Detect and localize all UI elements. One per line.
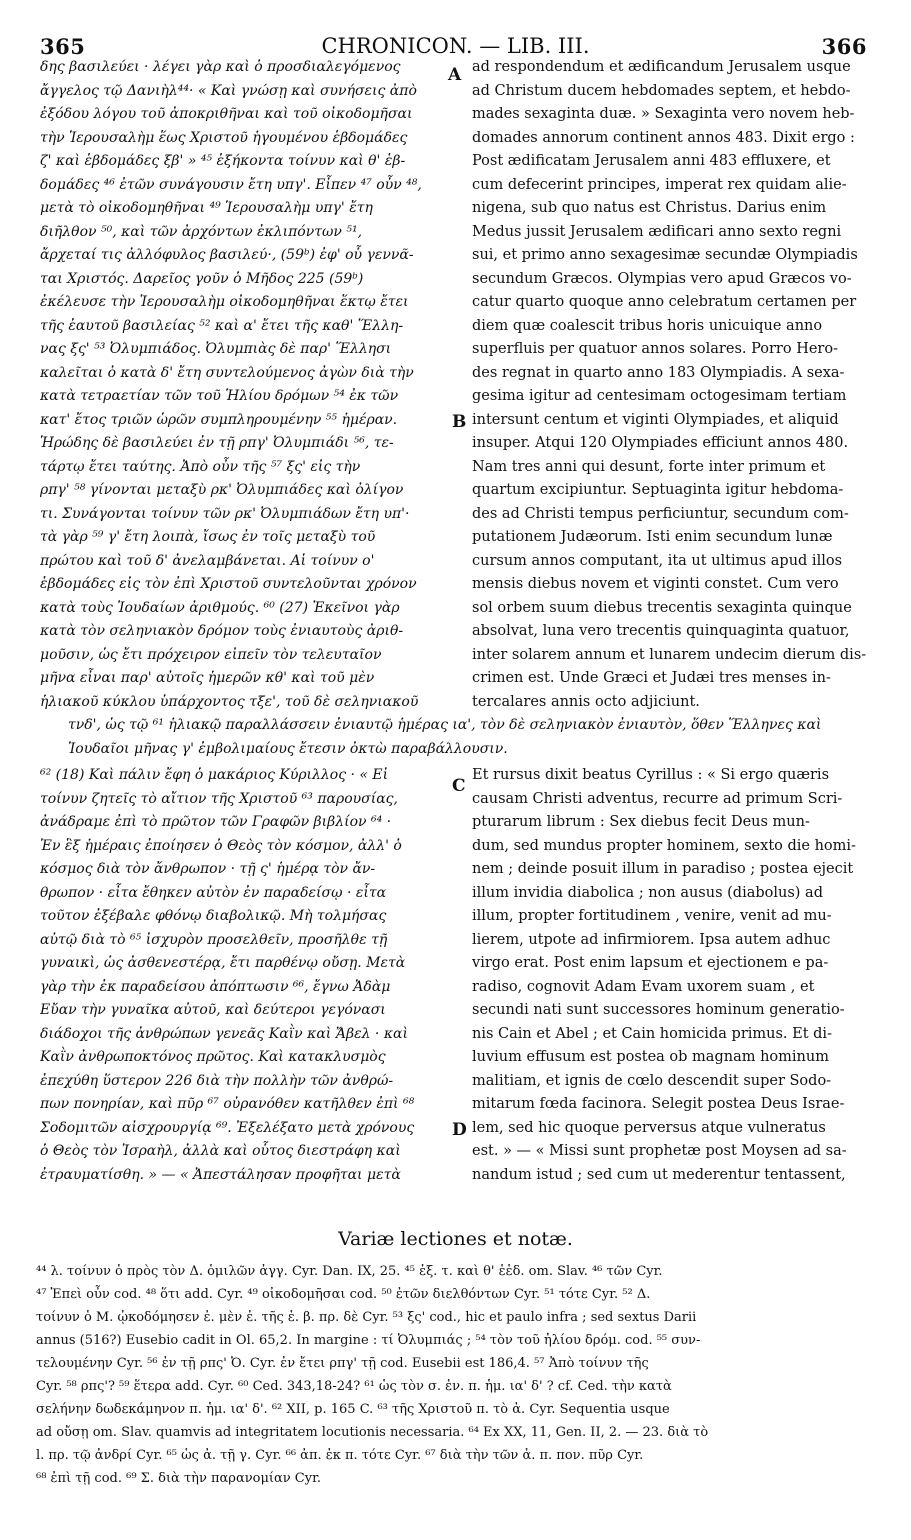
latin-text-line: nis Cain et Abel ; et Cain homicida primus. Et di- [472, 1025, 832, 1042]
greek-text-line: Εὔαν τὴν γυναῖκα αὐτοῦ, καὶ δεύτεροι γεγόνασι [40, 1002, 386, 1018]
greek-text-line: κατὰ τοὺς Ἰουδαίων ἀριθμούς. ⁶⁰ (27) Ἐκεῖνοι γὰρ [40, 599, 400, 616]
margin-marker-a: A [448, 65, 462, 85]
greek-text-line: ἐξόδου λόγου τοῦ ἀποκριθῆναι καὶ τοῦ οἰκοδομῆσαι [40, 106, 413, 122]
latin-text-line: catur quarto quoque anno celebratum certamen per [472, 294, 857, 310]
note-line: ⁴⁷ Ἐπεὶ οὖν cod. ⁴⁸ ὅτι add. Cyr. ⁴⁹ οἰκοδομῆσαι cod. ⁵⁰ ἐτῶν διελθόντων Cyr. ⁵¹ τότε Cyr. ⁵² Δ. [36, 1287, 651, 1302]
latin-text-line: crimen est. Unde Græci et Judæi tres menses in- [472, 670, 831, 686]
latin-text-line: des ad Christi tempus perficiuntur, secundum com- [472, 505, 849, 522]
greek-text-line: ἀνάδραμε ἐπὶ τὸ πρῶτον τῶν Γραφῶν βιβλίον ⁶⁴ · [40, 814, 392, 830]
latin-text-line: luvium effusum est postea ob magnam hominum [472, 1049, 829, 1065]
greek-text-line: ἄρχεταί τις ἀλλόφυλος βασιλεύ·, (59ᵇ) ἐφ' οὗ γεννᾶ- [40, 247, 414, 263]
greek-text-line: ⁶² (18) Καὶ πάλιν ἔφη ὁ μακάριος Κύριλλος · « Εἰ [40, 767, 389, 783]
greek-text-line: ὁ Θεὸς τὸν Ἰσραὴλ, ἀλλὰ καὶ οὗτος διεστράφη καὶ [40, 1143, 401, 1159]
greek-text-line: τάρτῳ ἔτει ταύτης. Ἀπὸ οὖν τῆς ⁵⁷ ξς' εἰς τὴν [40, 458, 361, 475]
latin-text-line: gesima igitur ad centesimam octogesimam tertiam [472, 388, 847, 404]
greek-text-line: κατὰ τετραετίαν τῶν τοῦ Ἡλίου δρόμων ⁵⁴ ἐκ τῶν [40, 388, 399, 404]
latin-text-line: cum defecerint principes, imperat rex quidam alie- [472, 176, 847, 193]
latin-text-line: nandum istud ; sed cum ut mederentur tentassent, [472, 1166, 846, 1183]
latin-text-line: Post ædificatam Jerusalem anni 483 effluxere, et [472, 153, 831, 169]
greek-text-line: μετὰ τὸ οἰκοδομηθῆναι ⁴⁹ Ἱερουσαλὴμ υπγ' ἔτη [40, 200, 373, 216]
greek-text-line: ἐπεχύθη ὕστερον 226 διὰ τὴν πολλὴν τῶν ἀνθρώ- [40, 1072, 394, 1089]
greek-text-line: διάδοχοι τῆς ἀνθρώπων γενεᾶς Καῒν καὶ Ἄβελ · καὶ [40, 1025, 408, 1042]
greek-text-line: διῆλθον ⁵⁰, καὶ τῶν ἀρχόντων ἐκλιπόντων ⁵¹, [40, 223, 363, 240]
notes-heading: Variæ lectiones et notæ. [338, 1228, 573, 1250]
latin-text-line: quartum excipiuntur. Septuaginta igitur hebdoma- [472, 482, 844, 498]
greek-text-line: ρπγ' ⁵⁸ γίνονται μεταξὺ ρκ' Ὀλυμπιάδες καὶ ὀλίγον [40, 482, 404, 498]
latin-text-line: intersunt centum et viginti Olympiades, et aliquid [472, 411, 839, 428]
greek-text-line: ται Χριστός. Δαρεῖος γοῦν ὁ Μῆδος 225 (59ᵇ) [40, 270, 364, 287]
latin-text-line: des regnat in quarto anno 183 Olympiadis. A sexa- [472, 364, 845, 381]
greek-full-width-lines [68, 714, 878, 761]
latin-text-line: est. » — « Missi sunt prophetæ post Moysen ad sa- [472, 1143, 847, 1159]
margin-marker-d: D [452, 1120, 467, 1140]
latin-column-top [472, 56, 884, 714]
greek-text-line: ἑβδομάδες εἰς τὸν ἐπὶ Χριστοῦ συντελοῦνται χρόνον [40, 576, 417, 592]
latin-text-line: causam Christi adventus, recurre ad primum Scri- [472, 790, 843, 807]
note-line: σελήνην δωδεκάμηνον π. ἡμ. ια' δ'. ⁶² XII, p. 165 C. ⁶³ τῆς Χριστοῦ π. τὸ ἀ. Cyr. Sequentia usque [36, 1402, 670, 1417]
latin-text-line: superfluis per quatuor annos solares. Porro Hero- [472, 341, 838, 357]
greek-text-line: γυναικὶ, ὡς ἀσθενεστέρᾳ, ἔτι παρθένῳ οὔσῃ. Μετὰ [40, 955, 406, 971]
latin-text-line: mades sexaginta duæ. » Sexaginta vero novem heb- [472, 106, 855, 122]
latin-text-line: insuper. Atqui 120 Olympiades efficiunt annos 480. [472, 435, 849, 451]
latin-text-line: sol orbem suum diebus trecentis sexaginta quinque [472, 599, 852, 616]
latin-text-line: secundum Græcos. Olympias vero apud Græcos vo- [472, 270, 852, 287]
latin-text-line: lierem, utpote ad infirmiorem. Ipsa autem adhuc [472, 931, 831, 948]
greek-text-line: ἐκέλευσε τὴν Ἱερουσαλὴμ οἰκοδομηθῆναι ἕκτῳ ἔτει [40, 294, 409, 310]
latin-text-line: sui, et primo anno sexagesimæ secundæ Olympiadis [472, 247, 858, 263]
greek-text-line: τνδ', ὡς τῷ ⁶¹ ἡλιακῷ παραλλάσσειν ἐνιαυτῷ ἡμέρας ια', τὸν δὲ σεληνιακὸν ἐνιαυτὸν, ὅθεν Ἕλληνες καὶ [68, 717, 822, 733]
greek-text-line: τι. Συνάγονται τοίνυν τῶν ρκ' Ὀλυμπιάδων ἔτη υπ'· [40, 505, 410, 522]
latin-column-bottom [472, 764, 884, 1187]
note-line: ⁶⁸ ἐπὶ τῇ cod. ⁶⁹ Σ. διὰ τὴν παρανομίαν Cyr. [36, 1471, 322, 1486]
page-number-left: 365 [40, 34, 86, 59]
greek-text-line: ζ' καὶ ἑβδομάδες ξβ' » ⁴⁵ ἑξήκοντα τοίνυν καὶ θ' ἑβ- [40, 153, 406, 169]
latin-text-line: putationem Judæorum. Isti enim secundum lunæ [472, 529, 833, 545]
latin-text-line: ad respondendum et ædificandum Jerusalem usque [472, 59, 851, 75]
greek-text-line: κόσμος διὰ τὸν ἄνθρωπον · τῇ ς' ἡμέρᾳ τὸν ἄν- [40, 861, 376, 877]
greek-text-line: Ἡρώδης δὲ βασιλεύει ἐν τῇ ρπγ' Ὀλυμπιάδι ⁵⁶, τε- [40, 435, 394, 451]
greek-text-line: δομάδες ⁴⁶ ἐτῶν συνάγουσιν ἔτη υπγ'. Εἶπεν ⁴⁷ οὖν ⁴⁸, [40, 176, 422, 193]
latin-text-line: nigena, sub quo natus est Christus. Darius enim [472, 200, 827, 216]
greek-text-line: Καῒν ἀνθρωποκτόνος πρῶτος. Καὶ κατακλυσμὸς [40, 1049, 386, 1065]
latin-text-line: cursum annos computant, ita ut ultimus apud illos [472, 552, 843, 569]
running-title: CHRONICON. — LIB. III. [321, 34, 590, 58]
note-line: ad οὔσῃ om. Slav. quamvis ad integritatem locutionis necessaria. ⁶⁴ Ex XX, 11, Gen. II, 2. — 23. διὰ τὸ [36, 1425, 709, 1440]
greek-text-line: νας ξς' ⁵³ Ὀλυμπιάδος. Ὀλυμπιὰς δὲ παρ' Ἕλλησι [40, 341, 392, 357]
greek-text-line: μοῦσιν, ὡς ἔτι πρόχειρον εἰπεῖν τὸν τελευταῖον [40, 646, 382, 663]
latin-text-line: Medus jussit Jerusalem ædificari anno sexto regni [472, 223, 842, 240]
greek-text-line: θρωπον · εἶτα ἔθηκεν αὐτὸν ἐν παραδείσῳ · εἶτα [40, 884, 387, 901]
latin-text-line: virgo erat. Post enim lapsum et ejectionem e pa- [472, 955, 829, 971]
greek-text-line: κατὰ τὸν σεληνιακὸν δρόμον τοὺς ἐνιαυτοὺς ἀριθ- [40, 623, 404, 639]
page-number-right: 366 [821, 34, 867, 59]
greek-text-line: Σοδομιτῶν αἰσχρουργίᾳ ⁶⁹. Ἐξελέξατο μετὰ χρόνους [40, 1119, 415, 1136]
greek-column-top [40, 56, 462, 714]
latin-text-line: malitiam, et ignis de cœlo descendit super Sodo- [472, 1072, 832, 1089]
greek-column-bottom [40, 764, 462, 1187]
latin-text-line: mensis diebus novem et viginti constet. Cum vero [472, 576, 839, 592]
latin-text-line: nem ; deinde posuit illum in paradiso ; postea ejecit [472, 861, 854, 877]
latin-text-line: ad Christum ducem hebdomades septem, et hebdo- [472, 82, 851, 99]
greek-text-line: ἄγγελος τῷ Δανιὴλ⁴⁴· « Καὶ γνώσῃ καὶ συνήσεις ἀπὸ [40, 82, 417, 99]
greek-text-line: κατ' ἔτος τριῶν ὡρῶν συμπληρουμένην ⁵⁵ ἡμέραν. [40, 411, 398, 428]
greek-text-line: μῆνα εἶναι παρ' αὐτοῖς ἡμερῶν κθ' καὶ τοῦ μὲν [40, 670, 375, 686]
note-line: τοίνυν ὁ M. ᾠκοδόμησεν ἐ. μὲν ἐ. τῆς ἑ. β. πρ. δὲ Cyr. ⁵³ ξς' cod., hic et paulo infra ; sed sextus Darii [36, 1310, 697, 1325]
note-line: Cyr. ⁵⁸ ρπς'? ⁵⁹ ἕτερα add. Cyr. ⁶⁰ Ced. 343,18-24? ⁶¹ ὡς τὸν σ. ἐν. π. ἡμ. ια' δ' ? cf. Ced. τὴν κατὰ [36, 1379, 672, 1394]
note-line: ⁴⁴ λ. τοίνυν ὁ πρὸς τὸν Δ. ὁμιλῶν ἀγγ. Cyr. Dan. IX, 25. ⁴⁵ ἑξ. τ. καὶ θ' ἑἑδ. om. Slav. ⁴⁶ τῶν Cyr. [36, 1264, 663, 1279]
note-line: annus (516?) Eusebio cadit in Ol. 65,2. In margine : τί Ὀλυμπιάς ; ⁵⁴ τὸν τοῦ ἡλίου δρόμ. cod. ⁵⁵ συν- [36, 1333, 701, 1348]
greek-text-line: τοίνυν ζητεῖς τὸ αἴτιον τῆς Χριστοῦ ⁶³ παρουσίας, [40, 790, 398, 807]
greek-text-line: ἐτραυματίσθη. » — « Ἀπεστάλησαν προφῆται μετὰ [40, 1166, 401, 1183]
greek-text-line: καλεῖται ὁ κατὰ δ' ἔτη συντελούμενος ἀγὼν διὰ τὴν [40, 364, 414, 381]
latin-text-line: radiso, cognovit Adam Evam uxorem suam , et [472, 978, 815, 995]
latin-text-line: absolvat, luna vero trecentis quinquaginta quatuor, [472, 623, 850, 639]
greek-text-line: Ἐν ἓξ ἡμέραις ἐποίησεν ὁ Θεὸς τὸν κόσμον, ἀλλ' ὁ [40, 837, 402, 854]
latin-text-line: illum invidia diabolica ; non ausus (diabolus) ad [472, 884, 823, 901]
latin-text-line: illum, propter fortitudinem , venire, venit ad mu- [472, 908, 832, 924]
greek-text-line: γὰρ τὴν ἐκ παραδείσου ἀπόπτωσιν ⁶⁶, ἔγνω Ἀδὰμ [40, 978, 391, 995]
greek-text-line: τοῦτον ἐξέβαλε φθόνῳ διαβολικῷ. Μὴ τολμήσας [40, 908, 387, 924]
note-line: τελουμένην Cyr. ⁵⁶ ἐν τῇ ρπς' Ὀ. Cyr. ἐν ἔτει ρπγ' τῇ cod. Eusebii est 186,4. ⁵⁷ Ἀπὸ τοίνυν τῆς [36, 1356, 649, 1371]
greek-text-line: τὴν Ἱερουσαλὴμ ἕως Χριστοῦ ἡγουμένου ἑβδομάδες [40, 129, 408, 146]
latin-text-line: secundi nati sunt successores hominum generatio- [472, 1002, 845, 1018]
latin-text-line: diem quæ coalescit tribus horis unicuique anno [472, 317, 823, 334]
margin-marker-b: B [452, 412, 467, 432]
notes-block [36, 1260, 884, 1490]
greek-text-line: πρώτου καὶ τοῦ δ' ἀνελαμβάνεται. Αἱ τοίνυν ο' [40, 552, 375, 569]
latin-text-line: Et rursus dixit beatus Cyrillus : « Si ergo quæris [472, 767, 830, 783]
greek-text-line: τὰ γὰρ ⁵⁹ γ' ἔτη λοιπὰ, ἴσως ἐν τοῖς μεταξὺ τοῦ [40, 529, 376, 545]
greek-text-line: αὐτῷ διὰ τὸ ⁶⁵ ἰσχυρὸν προσελθεῖν, προσῆλθε τῇ [40, 931, 388, 948]
latin-text-line: tercalares annis octo adjiciunt. [472, 693, 700, 710]
greek-text-line: ἡλιακοῦ κύκλου ὑπάρχοντος τξε', τοῦ δὲ σεληνιακοῦ [40, 693, 419, 710]
latin-text-line: inter solarem annum et lunarem undecim dierum dis- [472, 646, 867, 663]
latin-text-line: pturarum librum : Sex diebus fecit Deus mun- [472, 814, 810, 830]
greek-text-line: Ἰουδαῖοι μῆνας γ' ἐμβολιμαίους ἔτεσιν ὀκτὼ παραβάλλουσιν. [68, 740, 508, 757]
latin-text-line: dum, sed mundus propter hominem, sexto die homi- [472, 837, 856, 854]
latin-text-line: Nam tres anni qui desunt, forte inter primum et [472, 458, 826, 475]
note-line: l. πρ. τῷ ἀνδρί Cyr. ⁶⁵ ὡς ἀ. τῇ γ. Cyr. ⁶⁶ ἀπ. ἐκ π. τότε Cyr. ⁶⁷ διὰ τὴν τῶν ἀ. π. πον. πῦρ Cyr. [36, 1448, 644, 1463]
greek-text-line: τῆς ἑαυτοῦ βασιλείας ⁵² καὶ α' ἔτει τῆς καθ' Ἕλλη- [40, 317, 404, 334]
greek-text-line: δης βασιλεύει · λέγει γὰρ καὶ ὁ προσδιαλεγόμενος [40, 59, 401, 75]
latin-text-line: lem, sed hic quoque perversus atque vulneratus [472, 1119, 826, 1136]
latin-text-line: mitarum fœda facinora. Selegit postea Deus Israe- [472, 1096, 845, 1112]
latin-text-line: domades annorum continent annos 483. Dixit ergo : [472, 129, 855, 146]
greek-text-line: πων πονηρίαν, καὶ πῦρ ⁶⁷ οὐρανόθεν κατῆλθεν ἐπὶ ⁶⁸ [40, 1096, 415, 1112]
margin-marker-c: C [452, 776, 466, 796]
